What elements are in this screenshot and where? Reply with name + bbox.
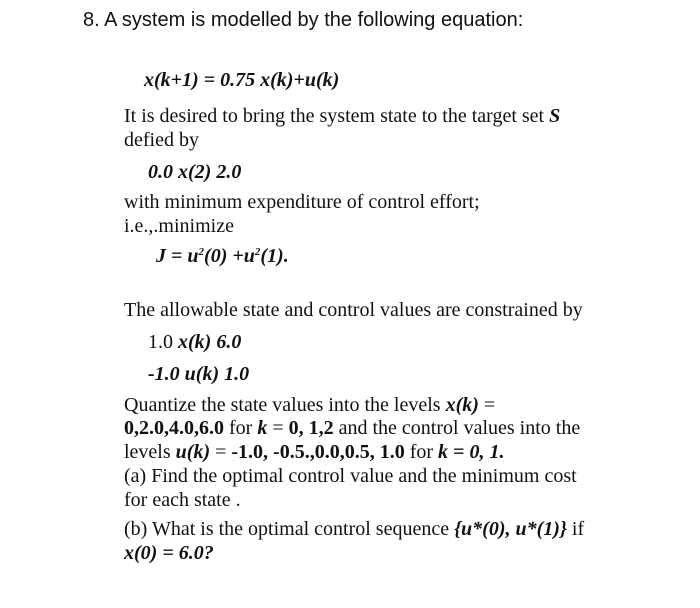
cost-suffix: (1). — [260, 245, 289, 267]
question-number: 8. — [83, 9, 100, 31]
quantize-text: Quantize the state values into the levels — [124, 394, 446, 416]
for-text: for — [404, 441, 439, 463]
k-symbol: k — [257, 417, 268, 439]
cost-prefix: J = u — [156, 245, 199, 267]
control-constraint: -1.0 u(k) 1.0 — [148, 363, 250, 385]
question-heading-text: A system is modelled by the following equation: — [104, 9, 524, 31]
k-range: k = 0, 1. — [438, 441, 505, 463]
constraints-intro: The allowable state and control values are constrained by — [124, 299, 583, 321]
control-values-text: and the control values into the — [333, 417, 581, 439]
quantize-line-3 — [124, 440, 504, 464]
for-text: for — [224, 417, 258, 439]
state-constraint — [148, 330, 241, 354]
objective-text: It is desired to bring the system state to the target set — [124, 105, 550, 127]
part-a-line-2: for each state . — [124, 489, 241, 511]
quantize-line-1 — [124, 393, 495, 417]
state-range: x(k) 6.0 — [178, 331, 242, 353]
target-constraint: 0.0 x(2) 2.0 — [148, 161, 242, 183]
k-values: 0, 1,2 — [288, 417, 334, 439]
control-levels: -1.0, -0.5.,0.0,0.5, 1.0 — [231, 441, 405, 463]
part-b-text: (b) What is the optimal control sequence — [124, 518, 455, 540]
equals-sign: = — [210, 441, 232, 463]
part-b-line-1 — [124, 517, 584, 541]
cost-exponent-1: 2 — [198, 246, 205, 258]
equals-sign: = — [478, 394, 496, 416]
state-symbol: x(k) — [445, 394, 479, 416]
cost-exponent-2: 2 — [254, 246, 261, 258]
cost-function — [156, 244, 289, 268]
equals-sign: = — [267, 417, 289, 439]
objective-line-3: with minimum expenditure of control effort; — [124, 191, 480, 213]
levels-text: levels — [124, 441, 176, 463]
system-equation: x(k+1) = 0.75 x(k)+u(k) — [144, 69, 340, 91]
control-sequence: {u*(0), u*(1)} — [454, 518, 567, 540]
objective-line-4: i.e.,.minimize — [124, 215, 234, 237]
state-levels: 0,2.0,4.0,6.0 — [124, 417, 224, 439]
question-heading — [83, 8, 523, 32]
state-lower-bound: 1.0 — [148, 331, 178, 353]
control-symbol: u(k) — [175, 441, 211, 463]
cost-mid: (0) +u — [204, 245, 255, 267]
part-a-line-1: (a) Find the optimal control value and the minimum cost — [124, 465, 577, 487]
initial-condition: x(0) = 6.0? — [124, 542, 214, 564]
target-set-symbol: S — [549, 105, 561, 127]
if-text: if — [566, 518, 585, 540]
objective-line-2: defied by — [124, 129, 199, 151]
quantize-line-2 — [124, 416, 580, 440]
objective-line-1 — [124, 104, 560, 128]
